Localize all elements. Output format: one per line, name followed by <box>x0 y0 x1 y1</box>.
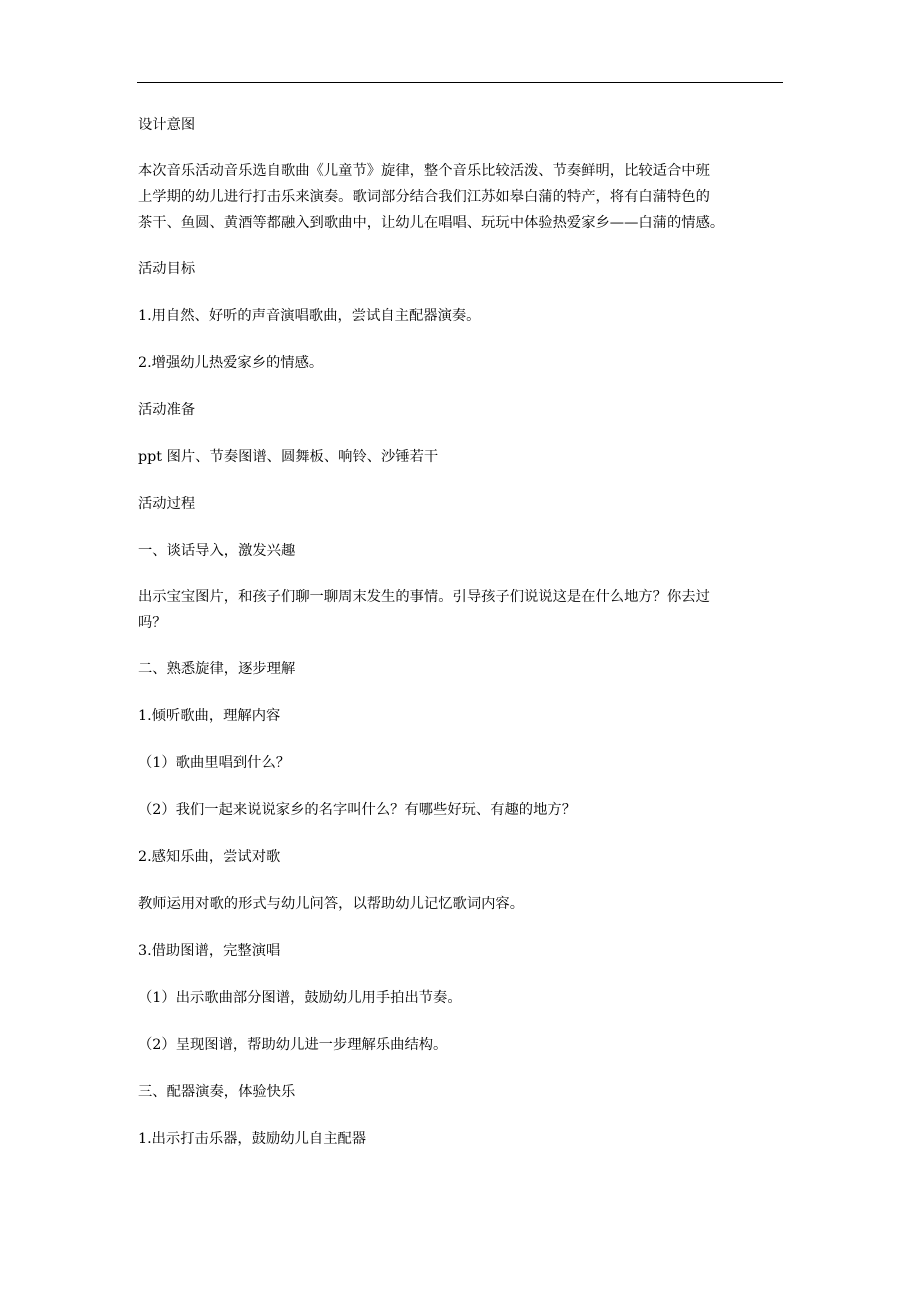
design-intent-line-1: 本次音乐活动音乐选自歌曲《儿童节》旋律，整个音乐比较活泼、节奏鲜明，比较适合中班 <box>138 163 710 179</box>
part1-line-1: 出示宝宝图片，和孩子们聊一聊周末发生的事情。引导孩子们说说这是在什么地方？你去过 <box>138 589 710 605</box>
part2-step3: 3.借助图谱，完整演唱 <box>138 943 281 959</box>
part2-step2-text: 教师运用对歌的形式与幼儿问答，以帮助幼儿记忆歌词内容。 <box>138 896 525 912</box>
preparation-text: ppt 图片、节奏图谱、圆舞板、响铃、沙锤若干 <box>138 449 439 465</box>
part3-heading: 三、配器演奏，体验快乐 <box>138 1084 296 1100</box>
part1-paragraph <box>138 584 784 636</box>
heading-process: 活动过程 <box>138 496 196 512</box>
goal-item-2: 2.增强幼儿热爱家乡的情感。 <box>138 355 324 371</box>
part1-line-2: 吗？ <box>138 615 167 631</box>
heading-goals: 活动目标 <box>138 261 196 277</box>
part2-step3-q1: （1）出示歌曲部分图谱，鼓励幼儿用手拍出节奏。 <box>138 990 462 1006</box>
document-body <box>138 115 784 1150</box>
part3-step1: 1.出示打击乐器，鼓励幼儿自主配器 <box>138 1131 367 1147</box>
part2-step1: 1.倾听歌曲，理解内容 <box>138 708 281 724</box>
part2-step1-q2: （2）我们一起来说说家乡的名字叫什么？有哪些好玩、有趣的地方？ <box>138 802 576 818</box>
goal-item-1: 1.用自然、好听的声音演唱歌曲，尝试自主配器演奏。 <box>138 308 481 324</box>
part2-step2: 2.感知乐曲，尝试对歌 <box>138 849 281 865</box>
part2-heading: 二、熟悉旋律，逐步理解 <box>138 661 296 677</box>
design-intent-line-2: 上学期的幼儿进行打击乐来演奏。歌词部分结合我们江苏如皋白蒲的特产，将有白蒲特色的 <box>138 189 710 205</box>
part2-step1-q1: （1）歌曲里唱到什么？ <box>138 755 291 771</box>
part1-heading: 一、谈话导入，激发兴趣 <box>138 543 296 559</box>
design-intent-paragraph <box>138 158 784 236</box>
design-intent-line-3: 茶干、鱼圆、黄酒等都融入到歌曲中，让幼儿在唱唱、玩玩中体验热爱家乡——白蒲的情感。 <box>138 215 725 231</box>
header-rule <box>137 82 783 83</box>
heading-preparation: 活动准备 <box>138 402 196 418</box>
heading-design-intent: 设计意图 <box>138 117 196 133</box>
part2-step3-q2: （2）呈现图谱，帮助幼儿进一步理解乐曲结构。 <box>138 1037 448 1053</box>
